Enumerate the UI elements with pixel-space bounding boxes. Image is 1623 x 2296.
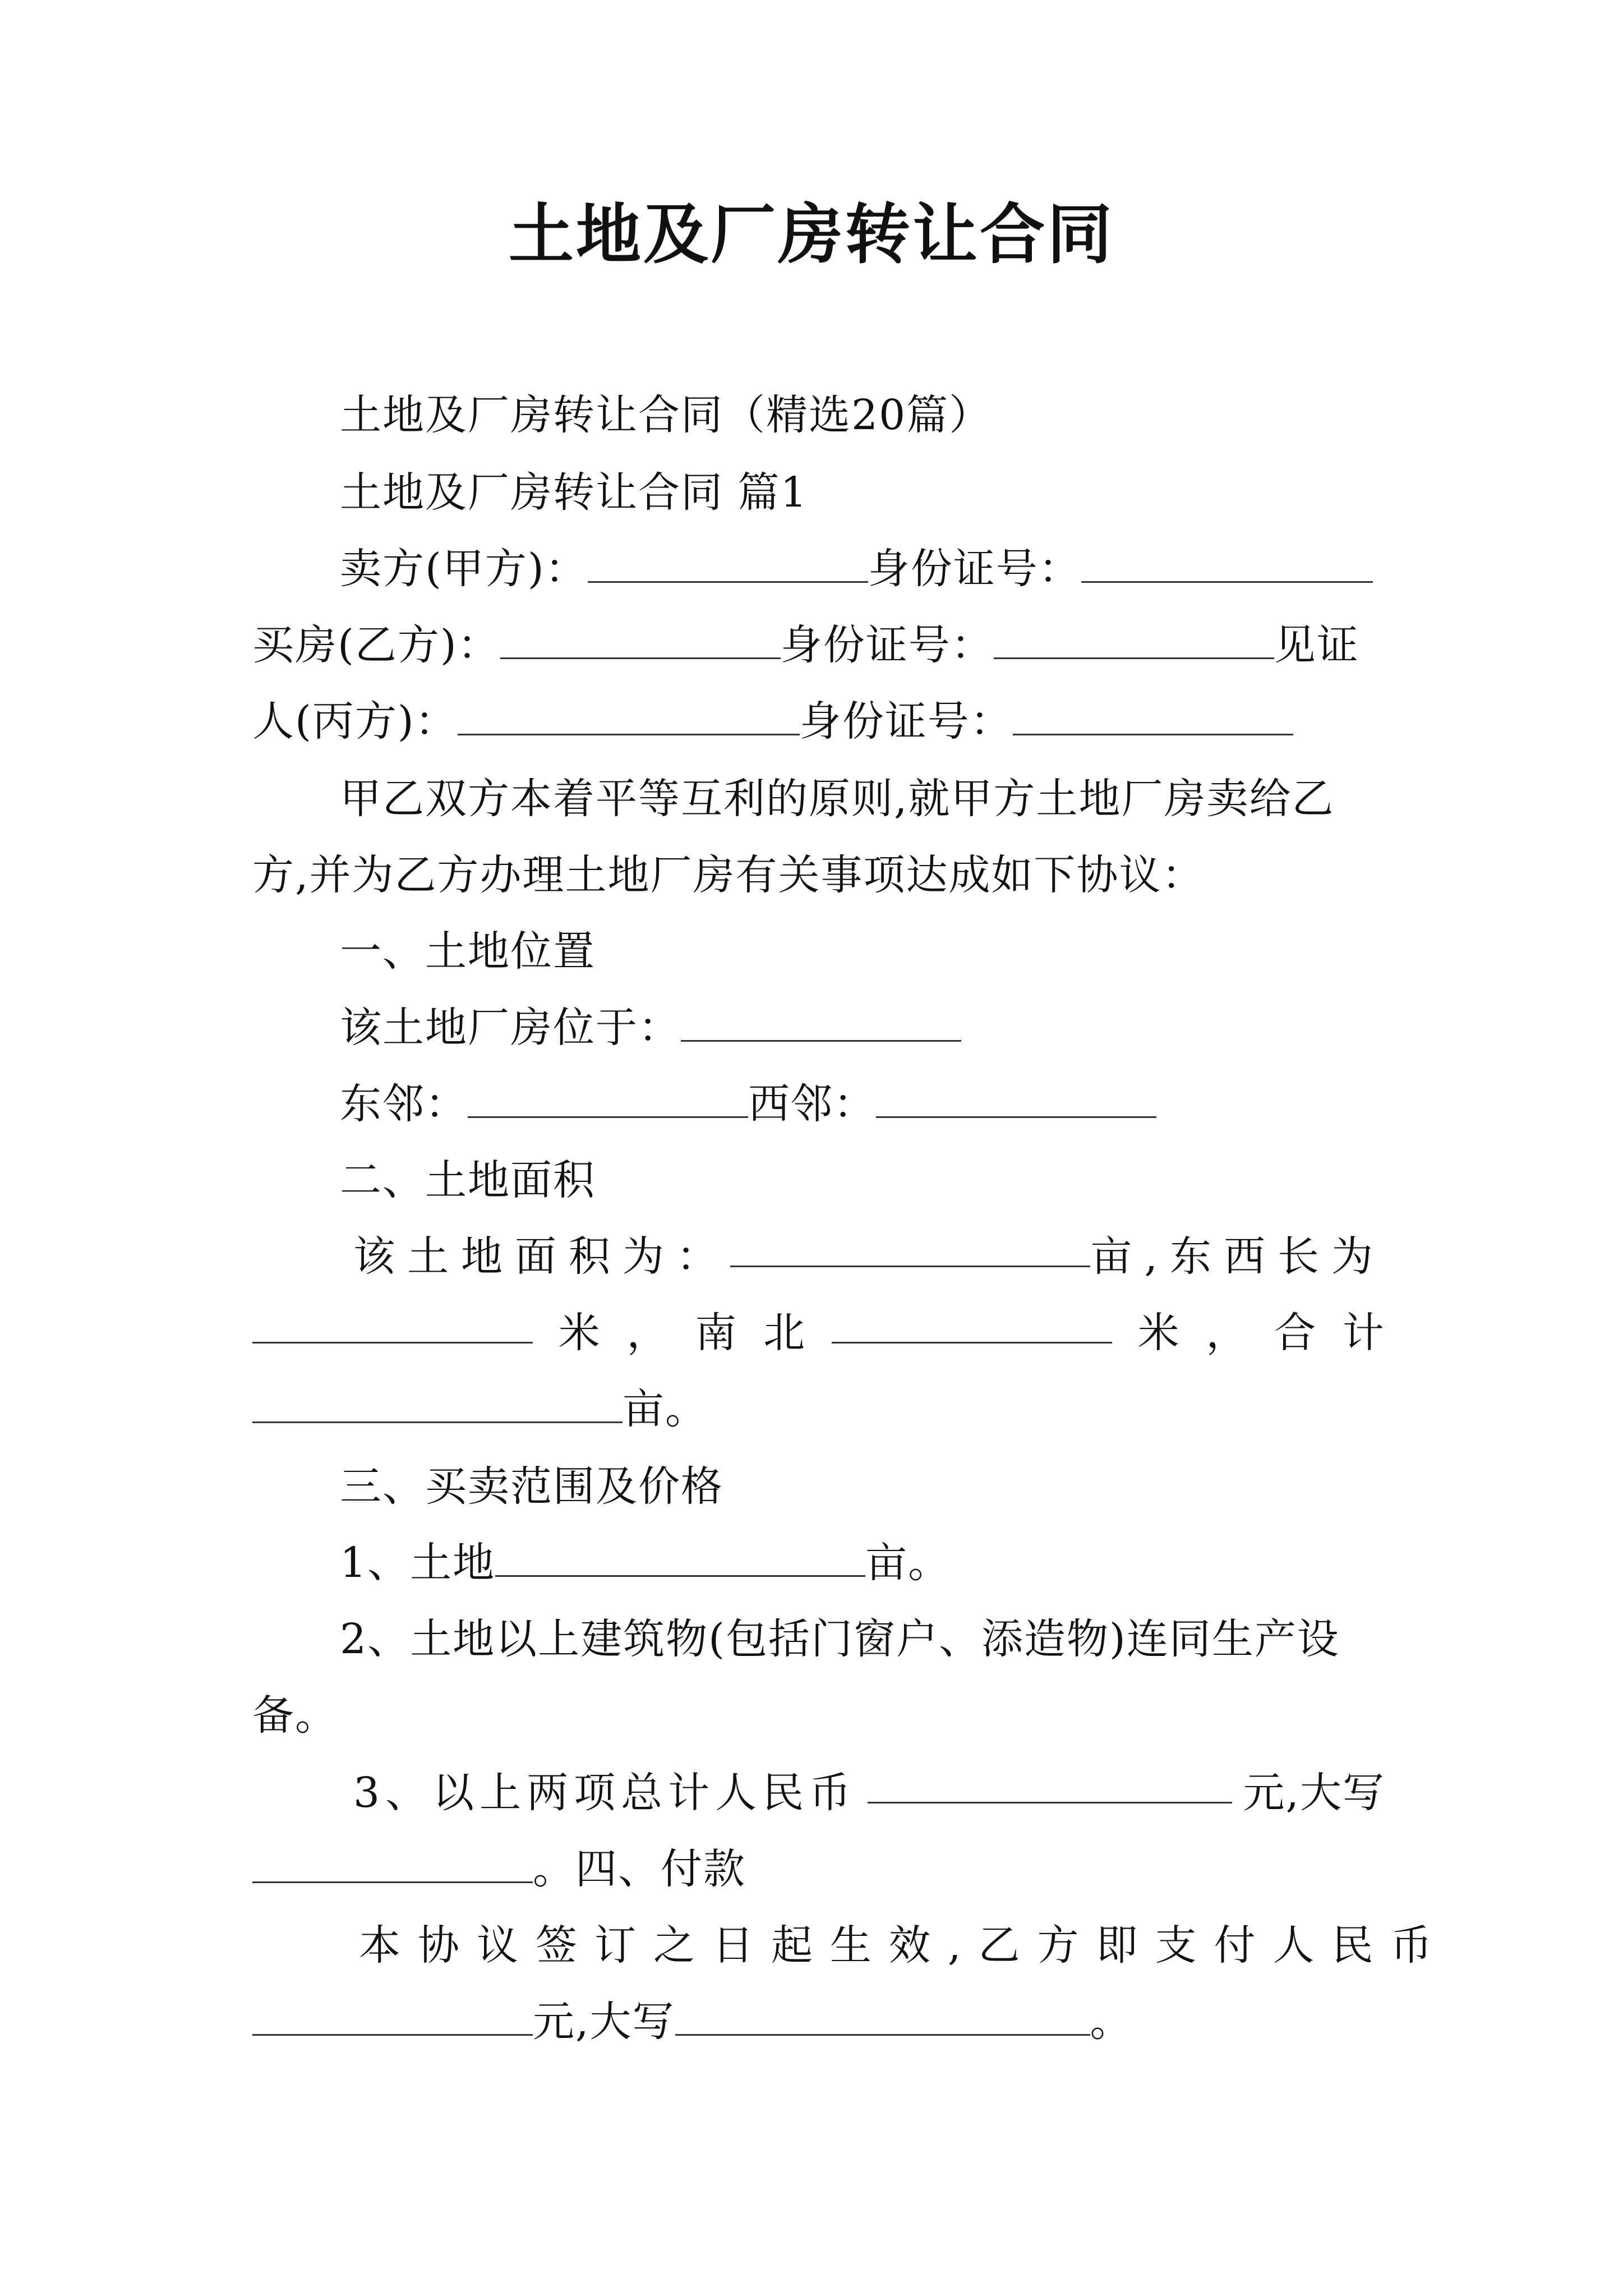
payment-words-label: 元,大写 xyxy=(533,1998,675,2046)
unit-meter: 米 xyxy=(558,1309,601,1357)
subtitle-text: 土地及厂房转让合同（精选20篇） xyxy=(340,391,992,439)
buyer-line xyxy=(252,617,1385,673)
witness-id-label: 身份证号： xyxy=(799,697,1013,746)
north-label: 北 xyxy=(763,1309,806,1357)
payment-paragraph xyxy=(359,1917,1450,1973)
total-price-line xyxy=(353,1765,1385,1821)
section-heading xyxy=(340,464,1385,521)
paragraph-text: 方,并为乙方办理土地厂房有关事项达成如下协议： xyxy=(252,851,1205,899)
unit-meter: 米 xyxy=(1137,1309,1181,1357)
buyer-label: 买房(乙方)： xyxy=(252,621,500,669)
east-neighbor-blank xyxy=(468,1079,748,1118)
location-line xyxy=(340,1000,1385,1056)
location-blank xyxy=(681,1003,961,1042)
total-label-1: 合 xyxy=(1274,1309,1317,1357)
unit-mu: 亩。 xyxy=(623,1385,708,1433)
witness-name-blank xyxy=(458,697,800,735)
land-item-line xyxy=(340,1535,1385,1591)
total-area-line xyxy=(252,1381,1385,1437)
total-price-blank xyxy=(868,1765,1232,1803)
unit-mu: 亩。 xyxy=(865,1539,951,1587)
area-blank xyxy=(730,1228,1090,1267)
building-item-line xyxy=(340,1611,1385,1667)
east-neighbor-label: 东邻： xyxy=(340,1080,468,1128)
total-label-2: 计 xyxy=(1342,1309,1385,1357)
area-label: 该土地面积为： xyxy=(353,1232,730,1281)
witness-label: 人(丙方)： xyxy=(252,697,458,746)
buyer-id-blank xyxy=(994,620,1274,659)
area-length-label: 亩,东西长为 xyxy=(1090,1232,1385,1281)
width-blank xyxy=(832,1305,1112,1343)
buyer-id-label: 身份证号： xyxy=(780,621,994,669)
building-item-cont xyxy=(252,1687,1385,1743)
subtitle-line xyxy=(340,387,1385,443)
payment-amount-blank xyxy=(252,1997,533,2036)
witness-line xyxy=(252,693,1385,749)
land-area-blank xyxy=(495,1538,865,1577)
section-heading-area xyxy=(340,1152,1385,1208)
location-label: 该土地厂房位于： xyxy=(340,1004,681,1052)
payment-amount-line xyxy=(252,1994,1385,2050)
buyer-name-blank xyxy=(500,620,781,659)
payment-heading-line xyxy=(252,1841,1385,1897)
seller-id-label: 身份证号： xyxy=(868,545,1081,593)
witness-label-start: 见证 xyxy=(1274,621,1359,669)
period: 。 xyxy=(1090,1998,1133,2046)
total-price-words-label: 元,大写 xyxy=(1243,1769,1385,1817)
paragraph-line xyxy=(252,847,1385,903)
section-heading-text: 土地及厂房转让合同 篇1 xyxy=(340,468,808,517)
seller-line xyxy=(340,541,1385,597)
section-heading-location xyxy=(340,923,1385,979)
comma: ， xyxy=(626,1309,670,1357)
south-label: 南 xyxy=(695,1309,738,1357)
area-line xyxy=(353,1228,1385,1285)
paragraph-text: 甲乙双方本着平等互利的原则,就甲方土地厂房卖给乙 xyxy=(340,775,1335,823)
seller-label: 卖方(甲方)： xyxy=(340,545,588,593)
building-item-text: 2、土地以上建筑物(包括门窗户、添造物)连同生产设 xyxy=(340,1615,1340,1663)
comma: ， xyxy=(1206,1309,1249,1357)
document-title: 土地及厂房转让合同 xyxy=(509,196,1114,273)
section-heading-scope xyxy=(340,1458,1385,1515)
land-item-label: 1、土地 xyxy=(340,1539,496,1587)
total-area-blank xyxy=(252,1384,623,1423)
section-heading-text: 三、买卖范围及价格 xyxy=(340,1462,723,1511)
paragraph-line xyxy=(340,771,1385,827)
seller-name-blank xyxy=(588,544,868,583)
west-neighbor-blank xyxy=(876,1079,1156,1118)
length-blank xyxy=(252,1305,533,1343)
total-price-words-blank xyxy=(252,1844,533,1883)
neighbors-line xyxy=(340,1076,1385,1132)
payment-words-blank xyxy=(675,1997,1090,2036)
dimensions-line xyxy=(252,1305,1385,1361)
total-price-label: 3、以上两项总计人民币 xyxy=(353,1769,857,1817)
west-neighbor-label: 西邻： xyxy=(748,1080,876,1128)
witness-id-blank xyxy=(1013,697,1293,735)
payment-text: 本协议签订之日起生效,乙方即支付人民币 xyxy=(359,1921,1450,1970)
section-heading-text: 一、土地位置 xyxy=(340,927,596,976)
building-item-text: 备。 xyxy=(252,1691,338,1740)
seller-id-blank xyxy=(1081,544,1373,583)
payment-heading: 。四、付款 xyxy=(533,1845,746,1893)
section-heading-text: 二、土地面积 xyxy=(340,1156,596,1204)
